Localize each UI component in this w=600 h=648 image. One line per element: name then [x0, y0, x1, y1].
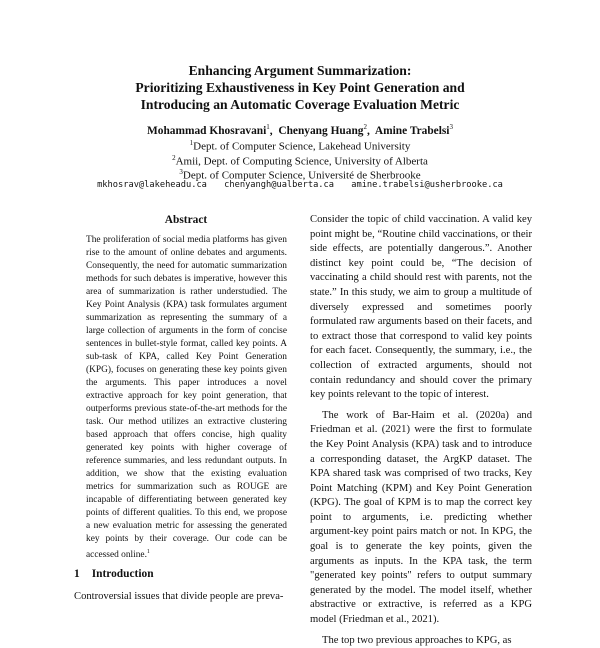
section-number: 1 — [74, 568, 80, 580]
title-line: Introducing an Automatic Coverage Evaluation Metric — [140, 97, 460, 112]
author-name: Mohammad Khosravani — [147, 124, 267, 137]
paper-title — [40, 62, 560, 113]
abstract-text: The proliferation of social media platforms has given rise to the amount of online debates and arguments. Consequently, the need for automatic summarization methods for such debates is imperative, however this area of summarization is rather understudied. The Key Point Analysis (KPA) task formulates argument summarization as representing the summary of a large collection of arguments in the form of concise sentences in bullet-style format, called key points. A sub-task of KPA, called Key Point Generation (KPG), focuses on generating these key points given the arguments. This paper introduces a novel extractive approach for key point generation, that outperforms previous state-of-the-art methods for the task. Our method utilizes an extractive clustering based approach that offers concise, high quality generated key points with higher coverage of reference summaries, and less redundant outputs. In addition, we show that the existing evaluation metrics for summarization such as ROUGE are incapable of differentiating between generated key points of different qualities. To this end, we propose a new evaluation metric for assessing the generated key points by their coverage. Our code can be accessed online. — [86, 235, 287, 561]
body-paragraph: Consider the topic of child vaccination. A valid key point might be, “Routine child vaccinations, or their side effects, are potentially dangerous.”. Another distinct key point could be, “The decision of vaccinating a child should rest with parents, not the state.” In this study, we aim to group a multitude of diversely expressed and sometimes poorly formulated raw arguments based on their facets, and to extract those that correspond to valid key points for each facet. Consequently, the summary, i.e., the collection of extracted arguments, should not contain redundancy and should cover the primary key points relevant to the topic of interest. — [310, 214, 532, 401]
author-name: Amine Trabelsi — [374, 124, 450, 137]
affiliation-mark: 2 — [363, 123, 367, 131]
body-paragraph: The top two previous approaches to KPG, as — [322, 634, 512, 646]
abstract-heading: Abstract — [164, 214, 208, 226]
body-paragraph: The work of Bar-Haim et al. (2020a) and Friedman et al. (2021) were the first to formulate the Key Point Analysis (KPA) task and to introduce a corresponding dataset, the ArgKP dataset. The KPA shared task was comprised of two tracks, Key Point Matching (KPM) and Key Point Generation (KPG). The goal of KPM is to map the correct key point to arguments, i.e. predicting whether argument-key point pairs match or not. In KPG, the goal is to generate the key points, given the arguments as inputs. In the KPA task, the term "generated key points" refers to output summary generated by the model. The model itself, whether abstractive or extractive, is referred as a KPG model (Friedman et al., 2021). — [310, 409, 532, 626]
email-address: mkhosrav@lakeheadu.ca — [97, 180, 207, 190]
section-title: Introduction — [91, 568, 154, 580]
affiliation-text: Dept. of Computer Science, Université de Sherbrooke — [182, 169, 421, 182]
title-line: Prioritizing Exhaustiveness in Key Point Generation and — [135, 80, 465, 95]
affiliation-mark: 2 — [172, 154, 176, 162]
author-name: Chenyang Huang — [278, 124, 364, 137]
author-list: Mohammad Khosravani$^1$, Chenyang Huang$^2$, Amine Trabelsi$^3$ — [147, 123, 453, 137]
affiliation-text: Amii, Dept. of Computing Science, University of Alberta — [175, 155, 428, 168]
introduction-text: Controversial issues that divide people are preva- — [74, 591, 284, 602]
email-line — [40, 180, 560, 190]
email-address: chenyangh@ualberta.ca — [224, 180, 334, 190]
affiliation-mark: 1 — [189, 139, 194, 147]
section-heading — [74, 568, 154, 580]
affiliation-text: Dept. of Computer Science, Lakehead University — [193, 140, 411, 153]
affiliation-mark: 3 — [179, 168, 183, 176]
footnote-mark: 1 — [146, 549, 150, 555]
title-line: Enhancing Argument Summarization: — [188, 63, 412, 78]
right-column — [310, 213, 532, 648]
affiliation-mark: 3 — [449, 123, 453, 131]
affiliation-mark: 1 — [266, 123, 270, 131]
abstract-body — [86, 234, 287, 562]
email-address: amine.trabelsi@usherbrooke.ca — [351, 180, 503, 190]
